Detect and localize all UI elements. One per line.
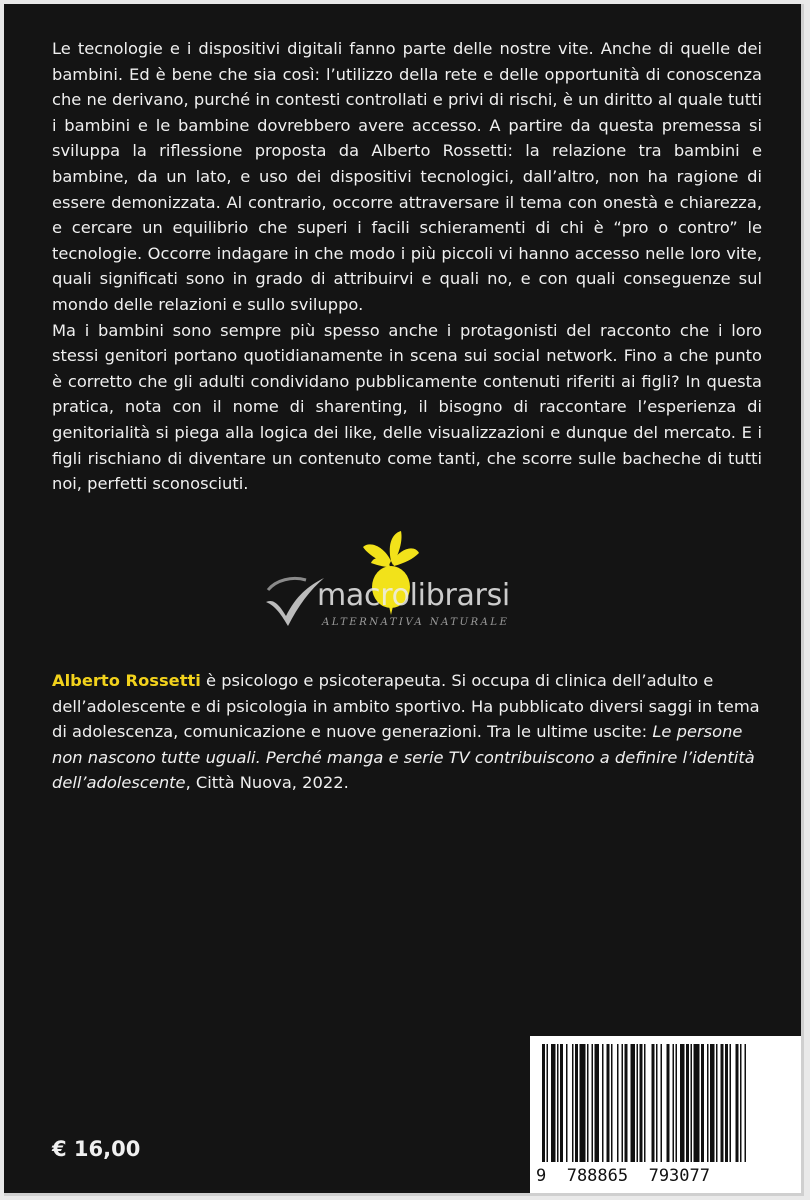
barcode-bar (740, 1044, 742, 1162)
blurb-paragraph-2: Ma i bambini sono sempre più spesso anche i protagonisti del racconto che i loro stessi genitori portano quotidianamente in scena sui social network. Fino a che punto è corretto che gli adulti condividano pubblicamente contenuti riferiti ai figli? In questa pratica, nota con il nome di sharenting, il bisogno di raccontare l’esperienza di genitorialità si piega alla logica dei like, delle visualizzazioni e dunque del mercato. E i figli rischiano di diventare un contenuto come tanti, che scorre sulle bacheche di tutti noi, perfetti sconosciuti. (52, 320, 762, 494)
barcode-bar (745, 1044, 747, 1162)
barcode-bar (602, 1044, 604, 1162)
barcode-bar (625, 1044, 628, 1162)
barcode-bar (617, 1044, 619, 1162)
barcode-bar (673, 1044, 675, 1162)
barcode-bar (667, 1044, 670, 1162)
barcode-bar (595, 1044, 600, 1162)
logo-tagline: ALTERNATIVA NATURALE (322, 617, 510, 628)
barcode-bar (694, 1044, 700, 1162)
barcode-bar (611, 1044, 613, 1162)
barcode-bar (686, 1044, 689, 1162)
author-name: Alberto Rossetti (52, 671, 201, 690)
author-paragraph (52, 668, 762, 796)
barcode-bar (637, 1044, 639, 1162)
barcode-bar (716, 1044, 718, 1162)
barcode-bar (587, 1044, 589, 1162)
barcode-bar (560, 1044, 563, 1162)
macrolibrarsi-logo (262, 572, 572, 634)
isbn-barcode (530, 1036, 804, 1196)
author-bio (52, 668, 762, 796)
blurb-paragraph-1: Le tecnologie e i dispositivi digitali fanno parte delle nostre vite. Anche di quelle dei bambini. Ed è bene che sia così: l’utilizzo della rete e delle opportunità di conoscenza che ne derivano, purché in contesti controllati e privi di rischi, è un diritto al quale tutti i bambini e le bambine dovrebbero avere accesso. A partire da questa premessa si sviluppa la riflessione proposta da Alberto Rossetti: la relazione tra bambini e bambine, da un lato, e uso dei dispositivi tecnologici, dall’altro, non ha ragione di essere demonizzata. Al contrario, occorre attraversare il tema con onestà e chiarezza, e cercare un equilibrio che superi i facili schieramenti di chi è “pro o contro” le tecnologie. Occorre indagare in che modo i più piccoli vi hanno accesso nelle loro vite, quali significati sono in grado di attribuirvi e quali no, e con quali conseguenze sul mondo delle relazioni e sullo sviluppo. (52, 39, 762, 314)
barcode-bar (566, 1044, 568, 1162)
logo-name: macrolibrarsi (317, 578, 510, 613)
barcode-bar (547, 1044, 549, 1162)
blurb-text (52, 36, 762, 497)
barcode-bar (725, 1044, 728, 1162)
barcode-bar (551, 1044, 556, 1162)
barcode-bar (640, 1044, 643, 1162)
barcode-bar (622, 1044, 624, 1162)
book-back-cover (4, 4, 804, 1196)
barcode-bar (607, 1044, 610, 1162)
barcode-bars (530, 1036, 804, 1166)
barcode-bar (710, 1044, 715, 1162)
author-bio-text: è psicologo e psicoterapeuta. Si occupa di clinica dell’adulto e dell’adolescente e di psicologia in ambito sportivo. Ha pubblicato diversi saggi in tema di adolescenza, comunicazione e nuove generazioni. Tra le ultime uscite: (52, 671, 760, 742)
barcode-bar (661, 1044, 663, 1162)
barcode-bar (542, 1044, 545, 1162)
barcode-bar (701, 1044, 704, 1162)
barcode-bar (631, 1044, 636, 1162)
barcode-digits: 9 788865 793077 (536, 1166, 710, 1186)
latest-book-title: Le persone non nascono tutte uguali. Perché manga e serie TV contribuiscono a definire l’identità dell’adolescente (52, 722, 755, 793)
barcode-bar (721, 1044, 724, 1162)
barcode-bar (644, 1044, 646, 1162)
barcode-bar (707, 1044, 709, 1162)
price-label: € 16,00 (52, 1137, 141, 1161)
barcode-bar (680, 1044, 685, 1162)
barcode-bar (557, 1044, 559, 1162)
barcode-bar (580, 1044, 586, 1162)
barcode-bar (730, 1044, 732, 1162)
publisher-year: , Città Nuova, 2022. (185, 773, 349, 793)
barcode-bar (691, 1044, 693, 1162)
barcode-bar (652, 1044, 655, 1162)
barcode-bar (592, 1044, 594, 1162)
barcode-bar (572, 1044, 574, 1162)
barcode-bar (736, 1044, 739, 1162)
barcode-bar (575, 1044, 578, 1162)
barcode-bar (676, 1044, 678, 1162)
barcode-bar (656, 1044, 658, 1162)
